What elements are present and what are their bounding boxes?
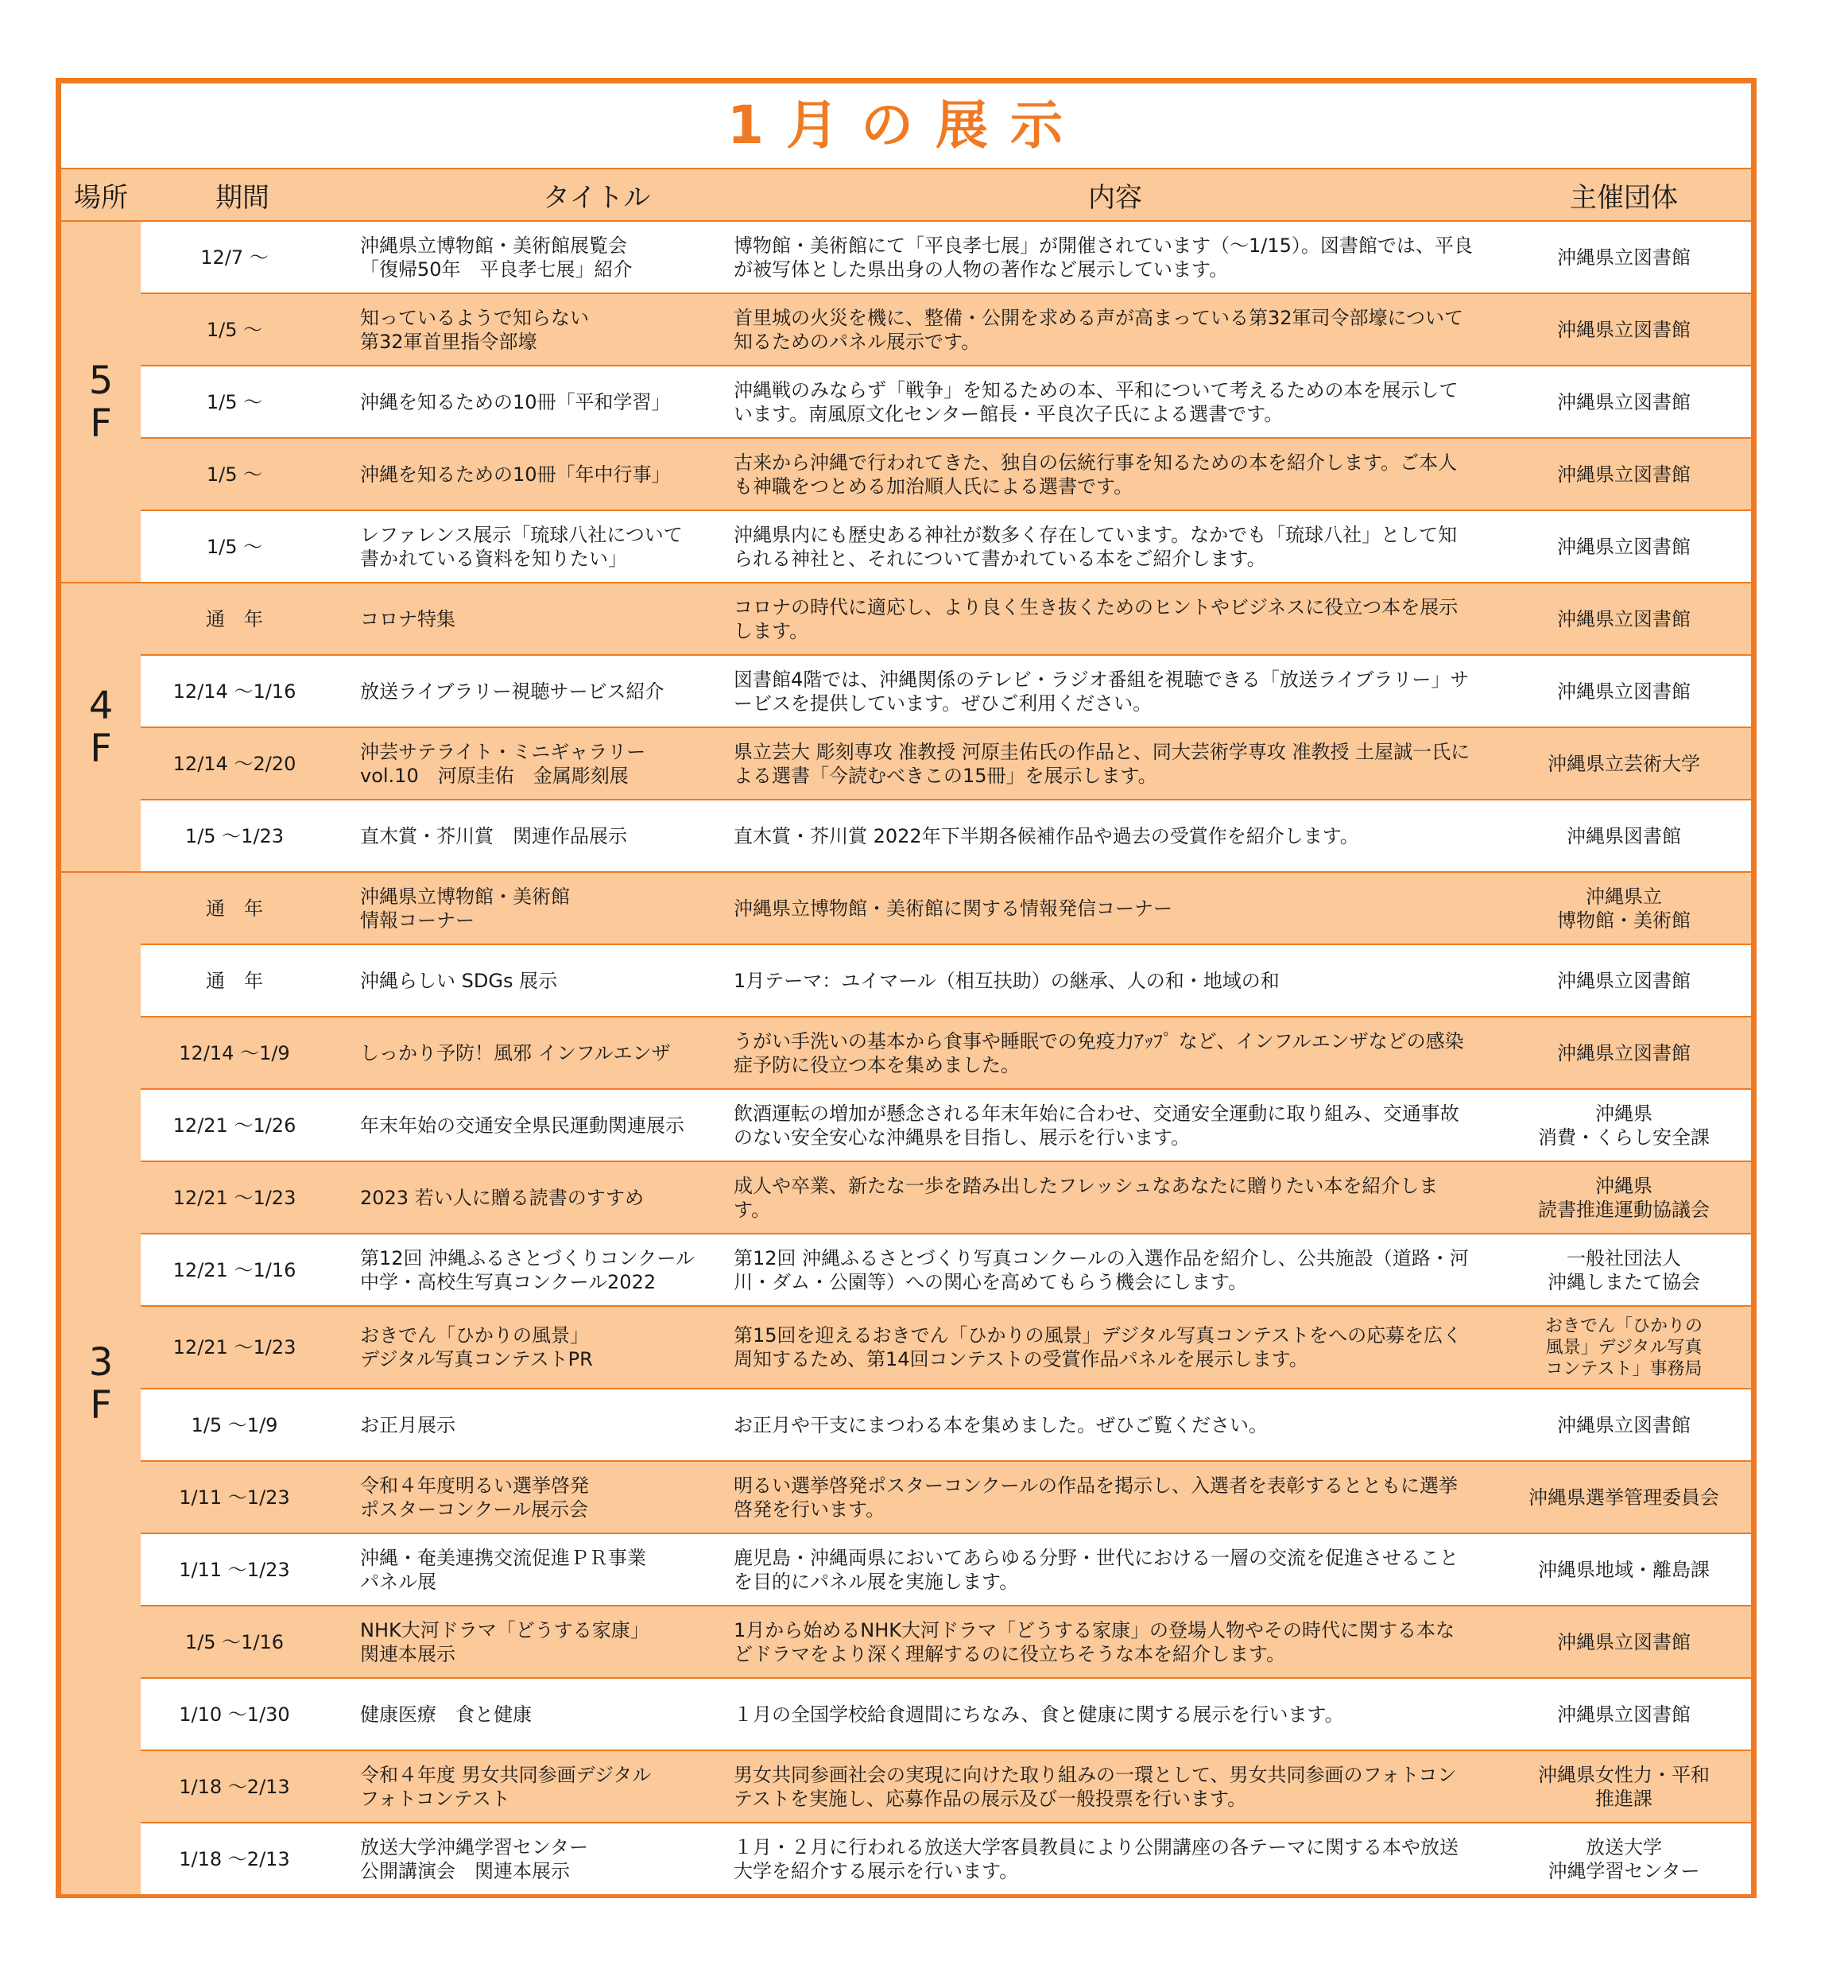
organizer-line: 沖縄しまたて協会 — [1548, 1270, 1700, 1293]
organizer-line: 沖縄県立図書館 — [1557, 246, 1691, 269]
content-text: 第15回を迎えるおきでん「ひかりの風景」デジタル写真コンテストをへの応募を広く周知するため、第14回コンテストの受賞作品パネルを展示します。 — [734, 1324, 1463, 1370]
title-line: 沖縄を知るための10冊「平和学習」 — [360, 390, 671, 413]
table-row — [61, 1306, 1751, 1389]
title-line: 公開講演会 関連本展示 — [360, 1859, 570, 1882]
table-row — [61, 1606, 1751, 1678]
content-cell — [734, 1234, 1497, 1306]
organizer-cell — [1497, 510, 1751, 583]
title-line: 中学・高校生写真コンクール2022 — [360, 1270, 657, 1293]
title-line: 沖芸サテライト・ミニギャラリー — [360, 740, 646, 763]
title-line: しっかり予防！風邪 インフルエンザ — [360, 1041, 671, 1064]
title-line: おきでん「ひかりの風景」 — [360, 1324, 589, 1347]
title-cell — [344, 1306, 734, 1389]
organizer-line: 沖縄県立図書館 — [1557, 535, 1691, 558]
period-cell: 1/10 ～1/30 — [141, 1678, 344, 1750]
table-row — [61, 293, 1751, 366]
title-line: NHK大河ドラマ「どうする家康」 — [360, 1618, 649, 1641]
floor-label-f4 — [61, 583, 141, 872]
organizer-line: 放送大学 — [1586, 1835, 1662, 1858]
floor-number: 4 — [88, 684, 114, 728]
title-line: 令和４年度明るい選挙啓発 — [360, 1474, 589, 1497]
table-row — [61, 221, 1751, 293]
content-text: 男女共同参画社会の実現に向けた取り組みの一環として、男女共同参画のフォトコンテストを実施し、応募作品の展示及び一般投票を行います。 — [734, 1763, 1457, 1810]
organizer-line: 博物館・美術館 — [1557, 909, 1691, 932]
period-cell: 1/5 ～1/23 — [141, 800, 344, 872]
table-row — [61, 655, 1751, 727]
organizer-line: おきでん「ひかりの — [1544, 1316, 1703, 1336]
content-cell — [734, 366, 1497, 438]
organizer-cell — [1497, 1234, 1751, 1306]
content-text: 1月から始めるNHK大河ドラマ「どうする家康」の登場人物やその時代に関する本などドラマをより深く理解するのに役立ちそうな本を紹介します。 — [734, 1618, 1455, 1665]
title-cell — [344, 727, 734, 800]
title-line: 放送ライブラリー視聴サービス紹介 — [360, 680, 664, 703]
table-row — [61, 510, 1751, 583]
period-cell: 1/11 ～1/23 — [141, 1533, 344, 1606]
content-text: 1月テーマ：ユイマール（相互扶助）の継承、人の和・地域の和 — [734, 969, 1280, 992]
content-cell — [734, 1089, 1497, 1161]
title-line: 第32軍首里指令部壕 — [360, 330, 537, 353]
organizer-line: 沖縄県立図書館 — [1557, 680, 1691, 703]
title-line: 直木賞・芥川賞 関連作品展示 — [360, 824, 627, 847]
organizer-line: 沖縄県立図書館 — [1557, 1413, 1691, 1436]
content-text: 県立芸大 彫刻専攻 准教授 河原圭佑氏の作品と、同大芸術学専攻 准教授 土屋誠一氏による選書「今読むべきこの15冊」を展示します。 — [734, 740, 1470, 787]
title-cell — [344, 655, 734, 727]
header-title: タイトル — [344, 169, 734, 221]
organizer-cell — [1497, 655, 1751, 727]
title-line: 健康医療 食と健康 — [360, 1703, 532, 1726]
content-cell — [734, 1678, 1497, 1750]
floor-number: 3 — [88, 1339, 114, 1385]
title-line: レファレンス展示「琉球八社について — [360, 523, 683, 546]
organizer-line: 読書推進運動協議会 — [1538, 1198, 1710, 1221]
title-line: 年末年始の交通安全県民運動関連展示 — [360, 1114, 684, 1137]
title-line: 放送大学沖縄学習センター — [360, 1835, 589, 1858]
content-cell — [734, 800, 1497, 872]
organizer-line: 沖縄県立図書館 — [1557, 1041, 1691, 1064]
table-row — [61, 438, 1751, 510]
header-location: 場所 — [61, 169, 141, 221]
organizer-cell — [1497, 1823, 1751, 1895]
organizer-line: 一般社団法人 — [1567, 1246, 1681, 1269]
content-text: 古来から沖縄で行われてきた、独自の伝統行事を知るための本を紹介します。ご本人も神職をつとめる加治順人氏による選書です。 — [734, 451, 1458, 498]
organizer-line: 沖縄県図書館 — [1567, 824, 1681, 847]
organizer-line: 沖縄学習センター — [1548, 1859, 1700, 1882]
content-cell — [734, 293, 1497, 366]
content-cell — [734, 1306, 1497, 1389]
title-cell — [344, 1678, 734, 1750]
content-cell — [734, 1533, 1497, 1606]
period-cell: 12/14 ～1/16 — [141, 655, 344, 727]
content-cell — [734, 872, 1497, 944]
organizer-line: 沖縄県立 — [1586, 885, 1662, 908]
title-line: 情報コーナー — [360, 909, 475, 932]
content-text: 図書館4階では、沖縄関係のテレビ・ラジオ番組を視聴できる「放送ライブラリー」サービスを提供しています。ぜひご利用ください。 — [734, 668, 1470, 715]
organizer-line: 沖縄県立図書館 — [1557, 607, 1691, 630]
period-cell: 通 年 — [141, 944, 344, 1017]
header-period: 期間 — [141, 169, 344, 221]
table-row — [61, 1161, 1751, 1234]
period-cell: 1/5 ～ — [141, 438, 344, 510]
table-row — [61, 1389, 1751, 1461]
organizer-line: 沖縄県地域・離島課 — [1538, 1558, 1710, 1581]
organizer-line: 沖縄県女性力・平和 — [1538, 1763, 1710, 1786]
table-row — [61, 727, 1751, 800]
organizer-cell — [1497, 438, 1751, 510]
content-cell — [734, 510, 1497, 583]
content-text: １月の全国学校給食週間にちなみ、食と健康に関する展示を行います。 — [734, 1703, 1344, 1726]
title-cell — [344, 221, 734, 293]
organizer-cell — [1497, 1389, 1751, 1461]
organizer-cell — [1497, 727, 1751, 800]
title-cell — [344, 1389, 734, 1461]
content-cell — [734, 1161, 1497, 1234]
content-cell — [734, 1461, 1497, 1533]
period-cell: 通 年 — [141, 872, 344, 944]
floor-suffix: F — [90, 1382, 112, 1428]
organizer-line: 沖縄県立図書館 — [1557, 1630, 1691, 1653]
title-line: パネル展 — [360, 1570, 436, 1593]
title-line: 沖縄らしい SDGs 展示 — [360, 969, 558, 992]
period-cell: 12/14 ～1/9 — [141, 1017, 344, 1089]
title-cell — [344, 1606, 734, 1678]
content-text: 鹿児島・沖縄両県においてあらゆる分野・世代における一層の交流を促進させることを目的にパネル展を実施します。 — [734, 1546, 1459, 1593]
period-cell: 通 年 — [141, 583, 344, 655]
period-cell: 1/5 ～ — [141, 510, 344, 583]
organizer-cell — [1497, 944, 1751, 1017]
content-text: 直木賞・芥川賞 2022年下半期各候補作品や過去の受賞作を紹介します。 — [734, 824, 1359, 847]
title-cell — [344, 1533, 734, 1606]
exhibit-rows — [61, 221, 1751, 1895]
content-text: 首里城の火災を機に、整備・公開を求める声が高まっている第32軍司令部壕について知るためのパネル展示です。 — [734, 306, 1464, 353]
content-text: うがい手洗いの基本から食事や睡眠での免疫力ｱｯﾌﾟ など、インフルエンザなどの感染症予防に役立つ本を集めました。 — [734, 1029, 1464, 1076]
table-row — [61, 1750, 1751, 1823]
content-cell — [734, 944, 1497, 1017]
title-cell — [344, 1017, 734, 1089]
title-line: コロナ特集 — [360, 607, 455, 630]
organizer-line: 沖縄県立図書館 — [1557, 1703, 1691, 1726]
content-cell — [734, 1750, 1497, 1823]
title-cell — [344, 1161, 734, 1234]
content-cell — [734, 655, 1497, 727]
title-cell — [344, 944, 734, 1017]
title-cell — [344, 366, 734, 438]
period-cell: 1/5 ～ — [141, 293, 344, 366]
content-cell — [734, 583, 1497, 655]
floor-suffix: F — [90, 727, 112, 771]
content-cell — [734, 221, 1497, 293]
title-line: 関連本展示 — [360, 1642, 455, 1665]
table-row — [61, 872, 1751, 944]
floor-suffix: F — [90, 401, 112, 446]
title-line: 沖縄を知るための10冊「年中行事」 — [360, 463, 671, 486]
organizer-cell — [1497, 1461, 1751, 1533]
title-cell — [344, 438, 734, 510]
title-cell — [344, 872, 734, 944]
table-row — [61, 1461, 1751, 1533]
table-row — [61, 800, 1751, 872]
organizer-line: 風景」デジタル写真 — [1545, 1337, 1703, 1358]
content-text: 飲酒運転の増加が懸念される年末年始に合わせ、交通安全運動に取り組み、交通事故のない安全安心な沖縄県を目指し、展示を行います。 — [734, 1102, 1459, 1149]
period-cell: 12/14 ～2/20 — [141, 727, 344, 800]
title-cell — [344, 800, 734, 872]
organizer-line: 沖縄県立図書館 — [1557, 969, 1691, 992]
organizer-cell — [1497, 366, 1751, 438]
table-row — [61, 944, 1751, 1017]
title-line: 沖縄県立博物館・美術館 — [360, 885, 570, 908]
title-cell — [344, 583, 734, 655]
organizer-line: 沖縄県 — [1595, 1174, 1652, 1197]
title-line: 「復帰50年 平良孝七展」紹介 — [360, 258, 633, 281]
content-text: 第12回 沖縄ふるさとづくり写真コンクールの入選作品を紹介し、公共施設（道路・河川・ダム・公園等）への関心を高めてもらう機会にします。 — [734, 1246, 1469, 1293]
organizer-cell — [1497, 1089, 1751, 1161]
title-cell — [344, 510, 734, 583]
organizer-line: 推進課 — [1595, 1787, 1652, 1810]
title-cell — [344, 1823, 734, 1895]
period-cell: 1/18 ～2/13 — [141, 1750, 344, 1823]
organizer-line: 沖縄県立図書館 — [1557, 318, 1691, 341]
floor-number: 5 — [88, 358, 114, 403]
content-text: コロナの時代に適応し、より良く生き抜くためのヒントやビジネスに役立つ本を展示します。 — [734, 595, 1459, 642]
period-cell: 12/21 ～1/23 — [141, 1306, 344, 1389]
title-line: フォトコンテスト — [360, 1787, 510, 1810]
exhibit-table — [61, 168, 1751, 1896]
title-line: 沖縄・奄美連携交流促進ＰＲ事業 — [360, 1546, 646, 1569]
content-text: １月・２月に行われる放送大学客員教員により公開講座の各テーマに関する本や放送大学を紹介する展示を行います。 — [734, 1835, 1459, 1882]
floor-label-f5 — [61, 221, 141, 583]
organizer-cell — [1497, 583, 1751, 655]
title-line: 書かれている資料を知りたい」 — [360, 547, 627, 570]
organizer-cell — [1497, 1678, 1751, 1750]
content-text: 博物館・美術館にて「平良孝七展」が開催されています（～1/15）。図書館では、平良が被写体とした県出身の人物の著作など展示しています。 — [734, 234, 1473, 281]
title-line: 知っているようで知らない — [360, 306, 589, 329]
content-text: 沖縄県立博物館・美術館に関する情報発信コーナー — [734, 897, 1172, 920]
table-row — [61, 583, 1751, 655]
header-row — [61, 169, 1751, 221]
organizer-cell — [1497, 1606, 1751, 1678]
organizer-cell — [1497, 800, 1751, 872]
content-cell — [734, 1823, 1497, 1895]
period-cell: 12/7 ～ — [141, 221, 344, 293]
title-line: vol.10 河原圭佑 金属彫刻展 — [360, 764, 629, 787]
content-cell — [734, 438, 1497, 510]
period-cell: 12/21 ～1/26 — [141, 1089, 344, 1161]
organizer-line: 沖縄県選挙管理委員会 — [1528, 1486, 1719, 1509]
table-row — [61, 1234, 1751, 1306]
content-cell — [734, 1017, 1497, 1089]
content-cell — [734, 1606, 1497, 1678]
organizer-line: コンテスト」事務局 — [1545, 1358, 1703, 1379]
header-organizer: 主催団体 — [1497, 169, 1751, 221]
title-line: ポスターコンクール展示会 — [360, 1498, 589, 1521]
period-cell: 1/5 ～1/16 — [141, 1606, 344, 1678]
organizer-cell — [1497, 221, 1751, 293]
content-text: 沖縄県内にも歴史ある神社が数多く存在しています。なかでも「琉球八社」として知られる神社と、それについて書かれている本をご紹介します。 — [734, 523, 1458, 570]
period-cell: 12/21 ～1/23 — [141, 1161, 344, 1234]
organizer-cell — [1497, 1017, 1751, 1089]
period-cell: 1/11 ～1/23 — [141, 1461, 344, 1533]
period-cell: 1/5 ～ — [141, 366, 344, 438]
content-cell — [734, 1389, 1497, 1461]
title-cell — [344, 1461, 734, 1533]
content-cell — [734, 727, 1497, 800]
table-row — [61, 366, 1751, 438]
period-cell: 12/21 ～1/16 — [141, 1234, 344, 1306]
organizer-line: 沖縄県立図書館 — [1557, 390, 1691, 413]
title-line: 令和４年度 男女共同参画デジタル — [360, 1763, 652, 1786]
organizer-cell — [1497, 1161, 1751, 1234]
organizer-cell — [1497, 872, 1751, 944]
content-text: 明るい選挙啓発ポスターコンクールの作品を掲示し、入選者を表彰するとともに選挙啓発を行います。 — [734, 1474, 1459, 1521]
exhibit-frame — [56, 78, 1757, 1898]
title-cell — [344, 1089, 734, 1161]
header-content: 内容 — [734, 169, 1497, 221]
organizer-cell — [1497, 1533, 1751, 1606]
title-line: 第12回 沖縄ふるさとづくりコンクール — [360, 1246, 695, 1269]
content-text: お正月や干支にまつわる本を集めました。ぜひご覧ください。 — [734, 1413, 1268, 1436]
title-line: 2023 若い人に贈る読書のすすめ — [360, 1186, 644, 1209]
title-cell — [344, 1234, 734, 1306]
title-line: デジタル写真コンテストPR — [360, 1348, 593, 1370]
floor-label-f3 — [61, 872, 141, 1895]
title-cell — [344, 293, 734, 366]
organizer-line: 消費・くらし安全課 — [1538, 1126, 1710, 1149]
title-cell — [344, 1750, 734, 1823]
table-row — [61, 1533, 1751, 1606]
organizer-line: 沖縄県 — [1595, 1102, 1652, 1125]
table-row — [61, 1089, 1751, 1161]
organizer-cell — [1497, 1750, 1751, 1823]
title-line: お正月展示 — [360, 1413, 455, 1436]
table-row — [61, 1678, 1751, 1750]
content-text: 沖縄戦のみならず「戦争」を知るための本、平和について考えるための本を展示しています。南風原文化センター館長・平良次子氏による選書です。 — [734, 378, 1459, 425]
period-cell: 1/18 ～2/13 — [141, 1823, 344, 1895]
content-text: 成人や卒業、新たな一歩を踏み出したフレッシュなあなたに贈りたい本を紹介します。 — [734, 1174, 1439, 1221]
title-line: 沖縄県立博物館・美術館展覧会 — [360, 234, 627, 257]
organizer-line: 沖縄県立図書館 — [1557, 463, 1691, 486]
organizer-line: 沖縄県立芸術大学 — [1548, 752, 1700, 775]
organizer-cell — [1497, 293, 1751, 366]
period-cell: 1/5 ～1/9 — [141, 1389, 344, 1461]
table-row — [61, 1017, 1751, 1089]
organizer-cell — [1497, 1306, 1751, 1389]
page-title: 1月の展示 — [727, 95, 1085, 156]
table-row — [61, 1823, 1751, 1895]
